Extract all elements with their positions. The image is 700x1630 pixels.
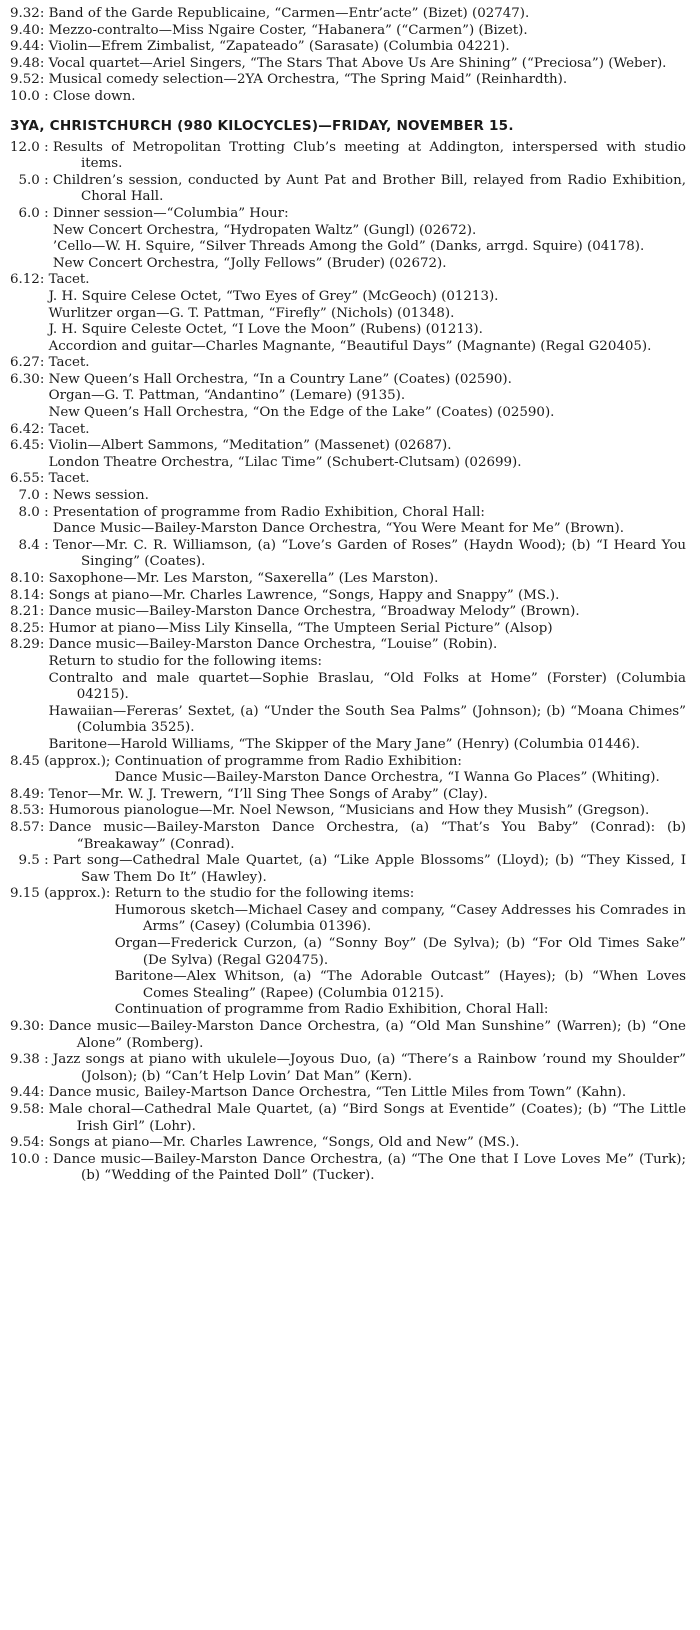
entry-line: Tenor—Mr. C. R. Williamson, (a) “Love’s Garden of Roses” (Haydn Wood); (b) “I Heard You Singing” (Coates). <box>52 537 686 570</box>
entry-time-value: 6.0 <box>18 205 40 221</box>
entry-content <box>49 39 686 56</box>
entry-time-separator: (approx.): <box>39 886 115 902</box>
entry-content <box>49 803 686 820</box>
entry-time-separator: : <box>39 139 53 155</box>
entry-content <box>53 1052 686 1085</box>
entry-content <box>53 173 686 206</box>
programme-section-2ya-end <box>10 6 686 106</box>
entry-time-separator: : <box>39 421 49 437</box>
entry-content <box>49 6 686 23</box>
entry-content <box>115 886 686 1019</box>
entry-subitem: Contralto and male quartet—Sophie Braslau, “Old Folks at Home” (Forster) (Columbia 04215). <box>48 670 686 703</box>
entry-subitem: New Concert Orchestra, “Jolly Fellows” (Bruder) (02672). <box>52 255 447 271</box>
entry-time-separator: : <box>39 488 53 504</box>
entry-line: Dinner session—“Columbia” Hour: <box>52 205 289 221</box>
entry-line: Violin—Efrem Zimbalist, “Zapateado” (Sarasate) (Columbia 04221). <box>48 39 510 55</box>
entry-subitem: Dance Music—Bailey-Marston Dance Orchestra, “I Wanna Go Places” (Whiting). <box>114 770 660 786</box>
entry-content <box>49 355 686 372</box>
entry-time-value: 9.58 <box>10 1102 40 1117</box>
entry-time <box>10 1019 49 1036</box>
entry-time-value: 8.57 <box>10 819 40 835</box>
entry-time-value: 12.0 <box>10 139 40 155</box>
entry-time-separator: : <box>39 1085 49 1101</box>
entry-line: Tenor—Mr. W. J. Trewern, “I’ll Sing Thee Songs of Araby” (Clay). <box>48 786 488 802</box>
entry-time <box>10 471 49 488</box>
entry-subitem: J. H. Squire Celeste Octet, “I Love the Moon” (Rubens) (01213). <box>48 322 483 338</box>
entry-time <box>10 803 49 820</box>
entry-time-value: 10.0 <box>10 88 40 104</box>
entry-time-separator: : <box>39 803 49 819</box>
entry-time-value: 6.45 <box>10 438 40 454</box>
programme-entry <box>10 621 686 638</box>
entry-content <box>49 471 686 488</box>
entry-time-separator: : <box>39 22 49 38</box>
programme-entry <box>10 853 686 886</box>
entry-content <box>49 1085 686 1102</box>
entry-line: Saxophone—Mr. Les Marston, “Saxerella” (Les Marston). <box>48 571 439 586</box>
entry-content <box>115 754 686 787</box>
programme-entry <box>10 173 686 206</box>
programme-entry <box>10 538 686 571</box>
programme-entry <box>10 39 686 56</box>
entry-time-separator: : <box>39 1151 53 1167</box>
entry-time <box>10 754 115 771</box>
programme-entry <box>10 206 686 272</box>
entry-time-value: 5.0 <box>18 172 40 188</box>
entry-line: Jazz songs at piano with ukulele—Joyous Duo, (a) “There’s a Rainbow ’round my Shoulder” (Jolson); (b) “Can’t Help Lovin’ Dat Man” (Kern). <box>52 1052 686 1084</box>
entry-time-separator: : <box>39 786 49 802</box>
entry-time-separator: : <box>39 88 53 104</box>
entry-subitem: Organ—Frederick Curzon, (a) “Sonny Boy” (De Sylva); (b) “For Old Times Sake” (De Sylva) (Regal G20475). <box>114 936 686 968</box>
entry-time-value: 6.55 <box>10 471 40 487</box>
programme-entry <box>10 89 686 106</box>
entry-time <box>10 89 53 106</box>
entry-time-value: 8.53 <box>10 803 40 819</box>
entry-time-separator: : <box>39 1102 49 1117</box>
entry-line: Dance music—Bailey-Marston Dance Orchestra, “Broadway Melody” (Brown). <box>48 604 580 620</box>
entry-content <box>49 787 686 804</box>
programme-entry <box>10 355 686 372</box>
entry-line: Humor at piano—Miss Lily Kinsella, “The Umpteen Serial Picture” (Alsop) <box>48 620 553 636</box>
entry-time <box>10 173 53 190</box>
programme-entry <box>10 438 686 471</box>
programme-entry <box>10 588 686 605</box>
entry-content <box>49 23 686 40</box>
entry-time <box>10 588 49 605</box>
entry-line: Songs at piano—Mr. Charles Lawrence, “Songs, Old and New” (MS.). <box>48 1135 520 1151</box>
entry-line: Tacet. <box>48 355 90 371</box>
entry-line: Dance music—Bailey-Marston Dance Orchestra, (a) “That’s You Baby” (Conrad): (b) “Breakaway” (Conrad). <box>48 819 686 852</box>
entry-time-value: 9.44 <box>10 1085 40 1101</box>
programme-entry <box>10 604 686 621</box>
entry-line: Results of Metropolitan Trotting Club’s meeting at Addington, interspersed with studio items. <box>52 139 686 172</box>
programme-entry <box>10 1052 686 1085</box>
entry-time-value: 8.29 <box>10 637 40 653</box>
station-heading: 3YA, CHRISTCHURCH (980 KILOCYCLES)—FRIDAY, NOVEMBER 15. <box>10 117 514 134</box>
entry-line: Humorous pianologue—Mr. Noel Newson, “Musicians and How they Musish” (Gregson). <box>48 803 650 819</box>
entry-time <box>10 72 49 89</box>
entry-line: Vocal quartet—Ariel Singers, “The Stars That Above Us Are Shining” (“Preciosa”) (Weber). <box>48 55 667 71</box>
entry-subitem: Baritone—Alex Whitson, (a) “The Adorable Outcast” (Hayes); (b) “When Loves Comes Stealing” (Rapee) (Columbia 01215). <box>114 969 686 1001</box>
entry-content <box>49 621 686 638</box>
programme-entry <box>10 803 686 820</box>
programme-entry <box>10 23 686 40</box>
programme-entry <box>10 820 686 853</box>
entry-line: Return to the studio for the following items: <box>114 886 415 902</box>
entry-time-separator: : <box>39 355 49 371</box>
programme-entry <box>10 1102 686 1135</box>
entry-time <box>10 1152 53 1169</box>
entry-content <box>49 438 686 471</box>
entry-time <box>10 140 53 157</box>
programme-entry <box>10 571 686 588</box>
entry-content <box>53 1152 686 1185</box>
entry-time <box>10 571 49 588</box>
entry-time <box>10 505 53 522</box>
entry-content <box>53 89 686 106</box>
entry-content <box>49 588 686 605</box>
entry-content <box>53 488 686 505</box>
entry-time-value: 6.12 <box>10 272 40 288</box>
entry-time-value: 6.30 <box>10 371 40 387</box>
entry-line: New Queen’s Hall Orchestra, “In a Country Lane” (Coates) (02590). <box>48 371 512 387</box>
entry-line: Violin—Albert Sammons, “Meditation” (Massenet) (02687). <box>48 438 452 454</box>
entry-time <box>10 272 49 289</box>
programme-entry <box>10 505 686 538</box>
programme-entry <box>10 72 686 89</box>
entry-subitem: J. H. Squire Celese Octet, “Two Eyes of Grey” (McGeoch) (01213). <box>48 288 499 304</box>
entry-content <box>49 372 686 422</box>
entry-time <box>10 56 49 73</box>
programme-entry <box>10 422 686 439</box>
entry-content <box>49 604 686 621</box>
entry-time <box>10 488 53 505</box>
entry-time-separator: : <box>39 471 49 487</box>
entry-content <box>53 140 686 173</box>
entry-time-separator: : <box>39 853 53 869</box>
entry-time-value: 9.5 <box>18 853 40 869</box>
entry-subitem: New Queen’s Hall Orchestra, “On the Edge of the Lake” (Coates) (02590). <box>48 405 555 421</box>
entry-time <box>10 206 53 223</box>
entry-time-separator: : <box>39 1052 53 1068</box>
entry-subitem: Humorous sketch—Michael Casey and company, “Casey Addresses his Comrades in Arms” (Casey) (Columbia 01396). <box>114 902 686 935</box>
entry-subitem: Wurlitzer organ—G. T. Pattman, “Firefly” (Nichols) (01348). <box>48 305 455 321</box>
entry-time <box>10 6 49 23</box>
entry-subitem: Return to studio for the following items: <box>48 653 323 669</box>
entry-line: Tacet. <box>48 272 90 288</box>
entry-time-value: 9.52 <box>10 72 40 88</box>
entry-time-separator: : <box>39 504 53 520</box>
entry-time-value: 7.0 <box>18 488 40 504</box>
programme-entry <box>10 56 686 73</box>
programme-entry <box>10 272 686 355</box>
entry-time-value: 9.44 <box>10 39 40 55</box>
entry-time-value: 8.49 <box>10 786 40 802</box>
entry-time-value: 8.25 <box>10 620 40 636</box>
programme-entry <box>10 140 686 173</box>
entry-subitem: Accordion and guitar—Charles Magnante, “Beautiful Days” (Magnante) (Regal G20405). <box>48 338 652 354</box>
entry-time <box>10 787 49 804</box>
entry-time-value: 8.10 <box>10 571 40 586</box>
entry-subitem: New Concert Orchestra, “Hydropaten Waltz” (Gungl) (02672). <box>52 222 477 238</box>
entry-time-value: 9.48 <box>10 55 40 71</box>
entry-line: Musical comedy selection—2YA Orchestra, “The Spring Maid” (Reinhardth). <box>48 72 568 88</box>
entry-time-separator: : <box>39 1019 49 1035</box>
entry-line: Dance music—Bailey-Marston Dance Orchestra, “Louise” (Robin). <box>48 637 498 653</box>
entry-time <box>10 372 49 389</box>
entry-content <box>49 72 686 89</box>
programme-entry <box>10 886 686 1019</box>
entry-time-value: 8.21 <box>10 604 40 620</box>
entry-line: Dance music—Bailey-Marston Dance Orchestra, (a) “The One that I Love Loves Me” (Turk); (b) “Wedding of the Painted Doll” (Tucker). <box>52 1151 686 1184</box>
programme-entry <box>10 372 686 422</box>
entry-time-separator: : <box>39 819 49 835</box>
entry-time-value: 8.45 <box>10 753 40 769</box>
entry-content <box>49 272 686 355</box>
entry-subitem: Hawaiian—Fereras’ Sextet, (a) “Under the South Sea Palms” (Johnson); (b) “Moana Chimes” (Columbia 3525). <box>48 703 686 736</box>
programme-entry <box>10 754 686 787</box>
entry-time <box>10 1052 53 1069</box>
entry-line: Songs at piano—Mr. Charles Lawrence, “Songs, Happy and Snappy” (MS.). <box>48 587 560 603</box>
entry-line: Dance music, Bailey-Martson Dance Orchestra, “Ten Little Miles from Town” (Kahn). <box>48 1085 627 1101</box>
entry-time <box>10 438 49 455</box>
entry-content <box>49 1102 686 1135</box>
entry-line: Presentation of programme from Radio Exhibition, Choral Hall: <box>52 504 485 520</box>
entry-line: Male choral—Cathedral Male Quartet, (a) “Bird Songs at Eventide” (Coates); (b) “The Little Irish Girl” (Lohr). <box>48 1102 686 1134</box>
entry-time-separator: : <box>39 6 49 21</box>
entry-time-value: 10.0 <box>10 1151 40 1167</box>
entry-time-separator: : <box>39 620 49 636</box>
entry-content <box>49 1019 686 1052</box>
entry-line: Part song—Cathedral Male Quartet, (a) “Like Apple Blossoms” (Lloyd); (b) “They Kissed, I Saw Them Do It” (Hawley). <box>52 853 686 885</box>
entry-line: News session. <box>52 488 149 504</box>
entry-time <box>10 538 53 555</box>
entry-time-separator: : <box>39 438 49 454</box>
entry-time <box>10 621 49 638</box>
entry-time-separator: : <box>39 55 49 71</box>
entry-time-value: 6.27 <box>10 355 40 371</box>
programme-entry <box>10 787 686 804</box>
entry-line: Tacet. <box>48 471 90 487</box>
entry-time-separator: : <box>39 272 49 288</box>
entry-line: Close down. <box>52 88 136 104</box>
entry-time <box>10 1102 49 1119</box>
entry-content <box>53 505 686 538</box>
entry-time-value: 8.4 <box>18 537 40 553</box>
entry-subitem: Continuation of programme from Radio Exhibition, Choral Hall: <box>114 1002 549 1018</box>
entry-content <box>53 206 686 272</box>
entry-time-separator: : <box>39 205 53 221</box>
entry-time-separator: : <box>39 39 49 55</box>
programme-section-3ya <box>10 140 686 1185</box>
programme-entry <box>10 1019 686 1052</box>
entry-time-separator: : <box>39 604 49 620</box>
programme-entry <box>10 488 686 505</box>
entry-time-separator: : <box>39 371 49 387</box>
entry-line: Continuation of programme from Radio Exhibition: <box>114 753 462 769</box>
entry-content <box>49 637 686 753</box>
entry-subitem: Baritone—Harold Williams, “The Skipper of the Mary Jane” (Henry) (Columbia 01446). <box>48 736 640 752</box>
entry-subitem: ’Cello—W. H. Squire, “Silver Threads Among the Gold” (Danks, arrgd. Squire) (04178). <box>52 239 645 255</box>
entry-content <box>49 56 686 73</box>
entry-time-value: 8.14 <box>10 587 40 603</box>
entry-subitem: London Theatre Orchestra, “Lilac Time” (Schubert-Clutsam) (02699). <box>48 454 522 470</box>
entry-time-value: 9.40 <box>10 22 40 38</box>
entry-time-separator: : <box>39 587 49 603</box>
entry-time-value: 8.0 <box>18 504 40 520</box>
entry-content <box>49 1135 686 1152</box>
programme-entry <box>10 1152 686 1185</box>
entry-line: Children’s session, conducted by Aunt Pat and Brother Bill, relayed from Radio Exhibition, Choral Hall. <box>52 172 686 205</box>
entry-time <box>10 39 49 56</box>
entry-time-separator: : <box>39 172 53 188</box>
entry-time <box>10 1085 49 1102</box>
entry-time-separator: : <box>39 72 49 88</box>
entry-content <box>53 853 686 886</box>
entry-time <box>10 853 53 870</box>
programme-entry <box>10 1135 686 1152</box>
programme-entry <box>10 1085 686 1102</box>
entry-time-value: 9.32 <box>10 6 40 21</box>
entry-subitem: Organ—G. T. Pattman, “Andantino” (Lemare) (9135). <box>48 388 406 404</box>
entry-time-separator: : <box>39 1135 49 1151</box>
entry-time <box>10 23 49 40</box>
entry-time <box>10 604 49 621</box>
entry-time-separator: (approx.); <box>39 753 115 769</box>
entry-time-separator: : <box>39 571 49 586</box>
entry-content <box>49 820 686 853</box>
programme-entry <box>10 6 686 23</box>
entry-line: Tacet. <box>48 421 90 437</box>
entry-time-separator: : <box>39 537 53 553</box>
entry-time-value: 6.42 <box>10 421 40 437</box>
entry-line: Dance music—Bailey-Marston Dance Orchestra, (a) “Old Man Sunshine” (Warren); (b) “One Alone” (Romberg). <box>48 1019 686 1051</box>
entry-time-value: 9.54 <box>10 1135 40 1151</box>
entry-time <box>10 637 49 654</box>
entry-time-value: 9.15 <box>10 886 40 902</box>
entry-line: Band of the Garde Republicaine, “Carmen—Entr’acte” (Bizet) (02747). <box>48 6 530 21</box>
entry-time <box>10 422 49 439</box>
entry-subitem: Dance Music—Bailey-Marston Dance Orchestra, “You Were Meant for Me” (Brown). <box>52 521 624 537</box>
entry-time <box>10 886 115 903</box>
entry-time-value: 9.30 <box>10 1019 40 1035</box>
entry-time-separator: : <box>39 637 49 653</box>
entry-time <box>10 355 49 372</box>
entry-time <box>10 820 49 837</box>
programme-entry <box>10 471 686 488</box>
entry-time <box>10 1135 49 1152</box>
entry-content <box>49 422 686 439</box>
entry-time-value: 9.38 <box>10 1052 40 1068</box>
entry-content <box>53 538 686 571</box>
entry-line: Mezzo-contralto—Miss Ngaire Coster, “Habanera” (“Carmen”) (Bizet). <box>48 22 528 38</box>
programme-entry <box>10 637 686 753</box>
entry-content <box>49 571 686 588</box>
